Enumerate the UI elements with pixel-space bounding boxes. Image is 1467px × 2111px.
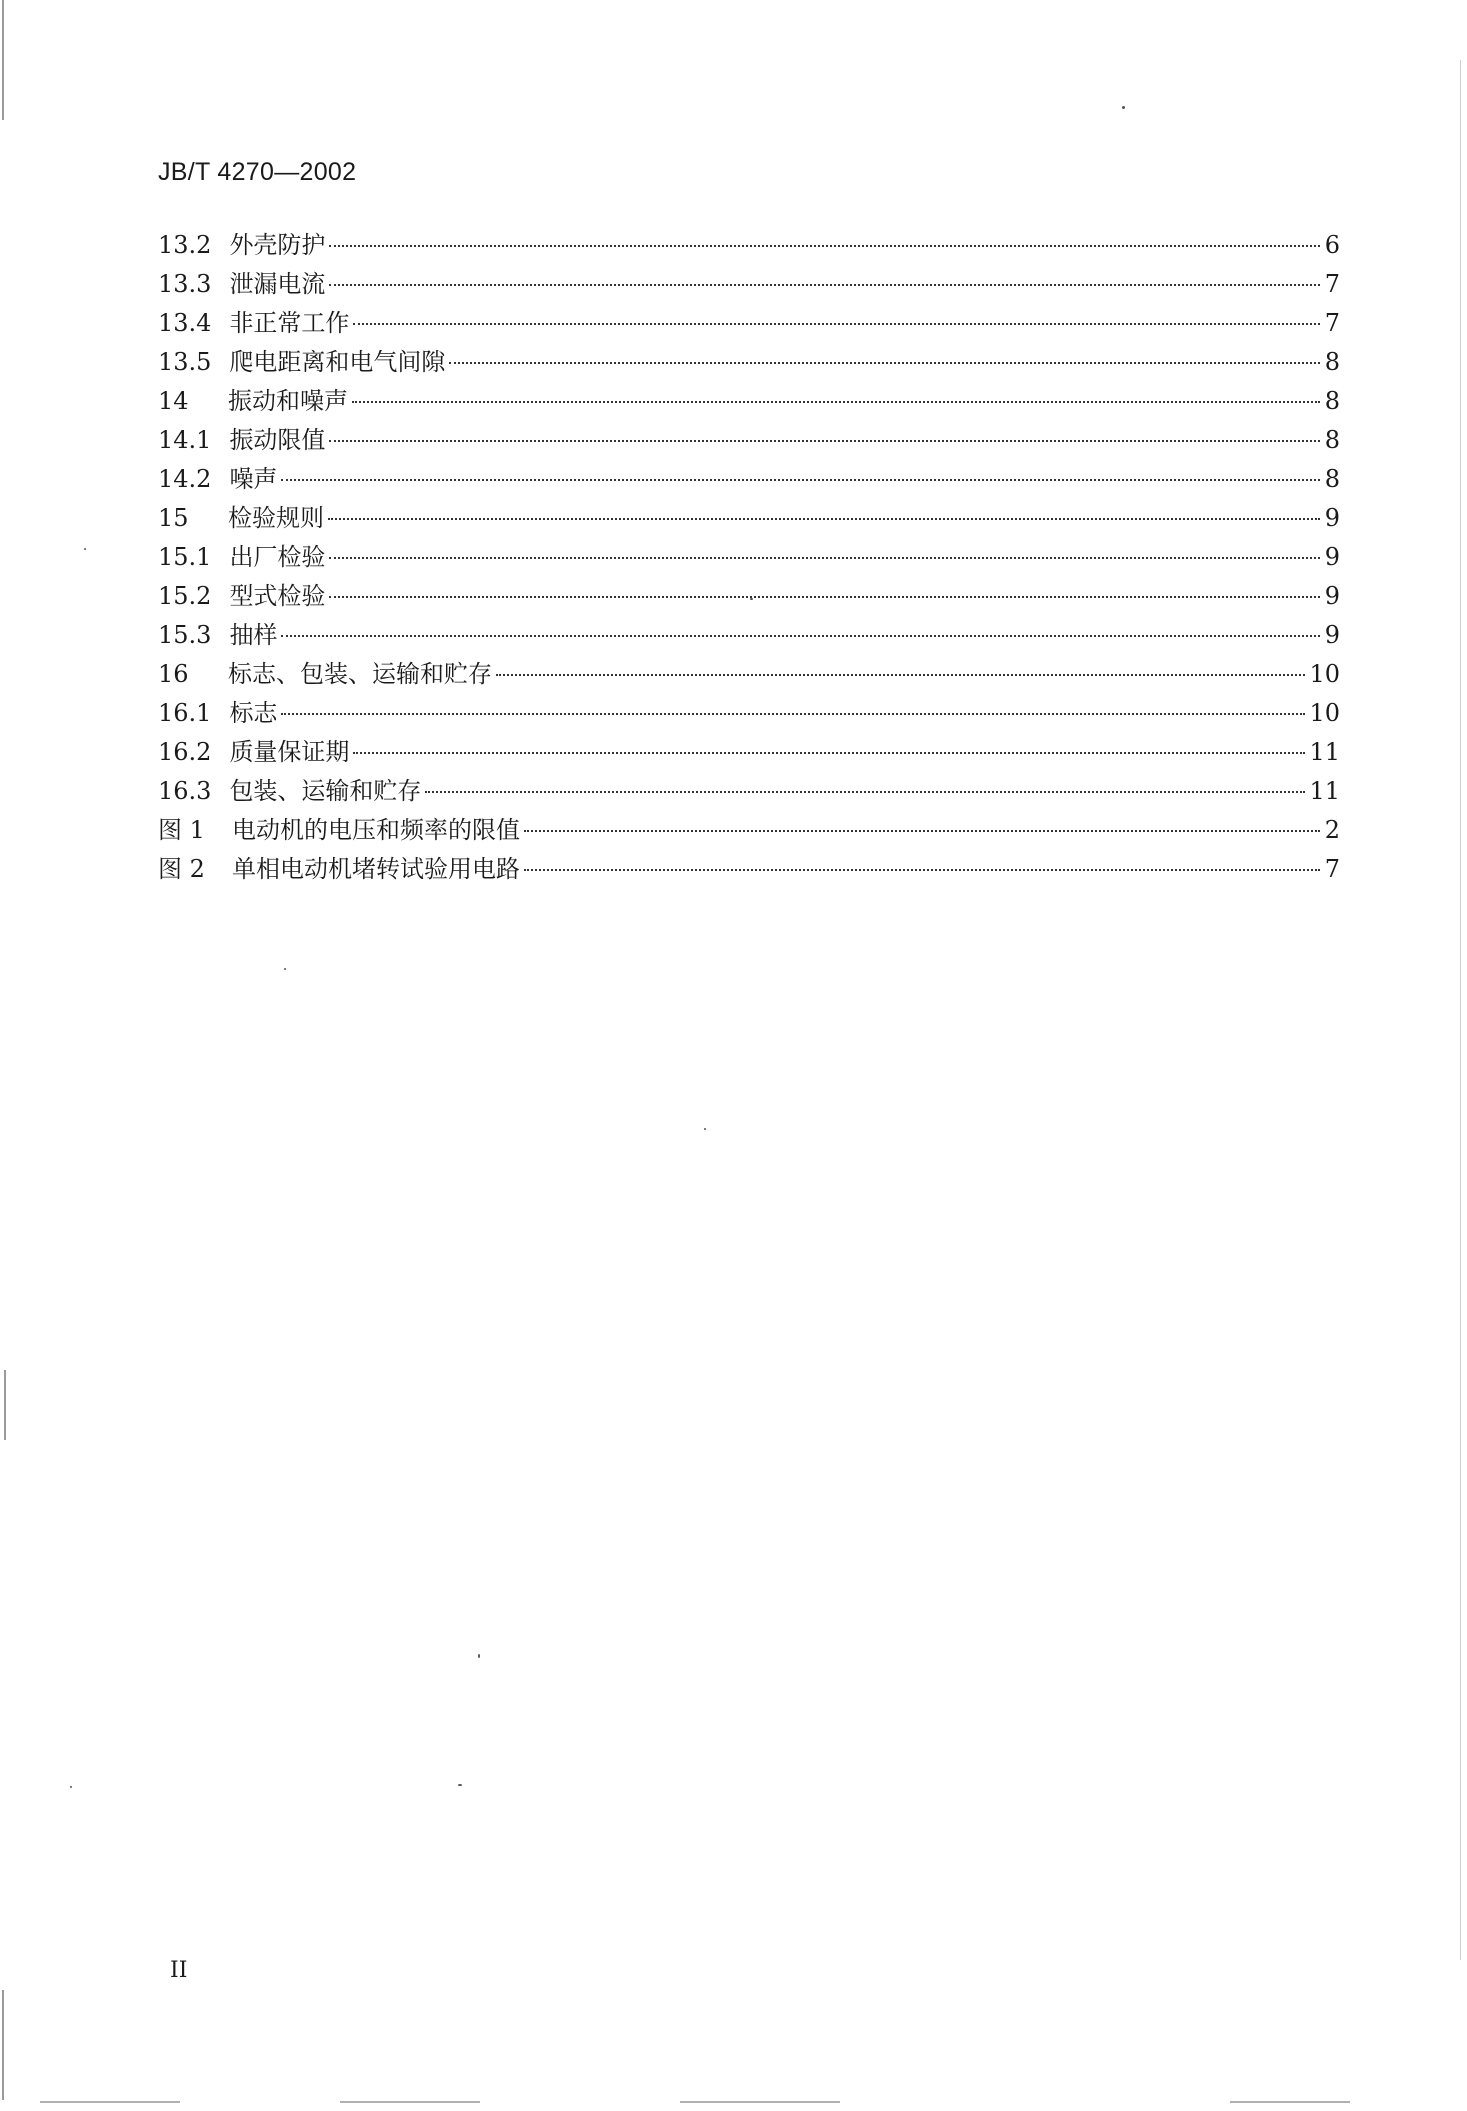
toc-entry[interactable] bbox=[158, 382, 1340, 421]
scan-edge-line bbox=[2, 0, 4, 120]
toc-entry-number: 16.1 bbox=[158, 699, 212, 727]
toc-entry-number: 13.4 bbox=[158, 309, 212, 337]
toc-entry-page: 7 bbox=[1324, 309, 1340, 337]
toc-entry-number: 图 1 bbox=[158, 816, 205, 844]
toc-dot-leader bbox=[449, 362, 1320, 364]
toc-dot-leader bbox=[425, 791, 1305, 793]
scan-speck bbox=[704, 1128, 706, 1130]
toc-entry-page: 8 bbox=[1324, 426, 1340, 454]
toc-entry-title: 出厂检验 bbox=[229, 543, 326, 571]
toc-entry[interactable] bbox=[158, 538, 1340, 577]
toc-entry[interactable] bbox=[158, 460, 1340, 499]
toc-entry-title: 振动限值 bbox=[229, 426, 326, 454]
toc-dot-leader bbox=[329, 284, 1320, 286]
toc-entry-page: 8 bbox=[1324, 348, 1340, 376]
toc-entry[interactable] bbox=[158, 733, 1340, 772]
toc-dot-leader bbox=[353, 323, 1320, 325]
toc-entry-title: 型式检验 bbox=[229, 582, 326, 610]
toc-entry-page: 2 bbox=[1324, 816, 1340, 844]
toc-entry-page: 9 bbox=[1324, 582, 1340, 610]
scan-speck bbox=[84, 548, 86, 550]
toc-entry-page: 8 bbox=[1324, 465, 1340, 493]
toc-entry-title: 噪声 bbox=[229, 465, 278, 493]
toc-entry-number: 13.2 bbox=[158, 231, 212, 259]
toc-dot-leader bbox=[524, 869, 1320, 871]
toc-entry-page: 10 bbox=[1309, 699, 1340, 727]
scan-speck bbox=[458, 1784, 462, 1786]
toc-entry-title: 外壳防护 bbox=[229, 231, 326, 259]
toc-entry-page: 7 bbox=[1324, 270, 1340, 298]
toc-dot-leader bbox=[329, 557, 1320, 559]
toc-dot-leader bbox=[281, 479, 1320, 481]
toc-entry-number: 15 bbox=[158, 504, 189, 532]
toc-entry-number: 图 2 bbox=[158, 855, 205, 883]
toc-entry-title: 标志、包装、运输和贮存 bbox=[228, 660, 492, 688]
scan-speck bbox=[750, 598, 753, 600]
toc-entry-title: 质量保证期 bbox=[229, 738, 350, 766]
toc-dot-leader bbox=[329, 596, 1320, 598]
toc-entry-title: 振动和噪声 bbox=[228, 387, 348, 415]
toc-entry-title: 抽样 bbox=[229, 621, 278, 649]
scan-bottom-noise bbox=[680, 2101, 840, 2103]
toc-dot-leader bbox=[352, 401, 1320, 403]
toc-entry-number: 15.2 bbox=[158, 582, 212, 610]
toc-entry-number: 13.3 bbox=[158, 270, 212, 298]
toc-entry[interactable] bbox=[158, 577, 1340, 616]
toc-entry[interactable] bbox=[158, 304, 1340, 343]
document-code: JB/T 4270—2002 bbox=[158, 158, 357, 186]
toc-entry[interactable] bbox=[158, 772, 1340, 811]
toc-entry-page: 9 bbox=[1324, 543, 1340, 571]
scan-bottom-noise bbox=[40, 2101, 180, 2103]
toc-entry-page: 8 bbox=[1324, 387, 1340, 415]
toc-entry-page: 9 bbox=[1324, 504, 1340, 532]
page-number: II bbox=[170, 1958, 188, 1983]
toc-entry-title: 单相电动机堵转试验用电路 bbox=[232, 855, 520, 883]
toc-entry-number: 14 bbox=[158, 387, 189, 415]
scan-speck bbox=[70, 1786, 72, 1788]
scan-bottom-noise bbox=[1230, 2101, 1350, 2103]
toc-entry[interactable] bbox=[158, 265, 1340, 304]
toc-entry-title: 非正常工作 bbox=[229, 309, 350, 337]
toc-entry-title: 包装、运输和贮存 bbox=[229, 777, 422, 805]
scan-edge-line bbox=[1460, 60, 1461, 1960]
toc-entry-page: 11 bbox=[1309, 738, 1340, 766]
toc-dot-leader bbox=[524, 830, 1320, 832]
toc-entry-number: 14.1 bbox=[158, 426, 212, 454]
scan-edge-line bbox=[4, 1370, 6, 1440]
toc-entry-title: 检验规则 bbox=[228, 504, 324, 532]
toc-entry-page: 9 bbox=[1324, 621, 1340, 649]
toc-entry-title: 爬电距离和电气间隙 bbox=[229, 348, 446, 376]
scan-edge-line bbox=[2, 1990, 4, 2100]
toc-entry-number: 16.3 bbox=[158, 777, 212, 805]
toc-entry-page: 10 bbox=[1309, 660, 1340, 688]
toc-dot-leader bbox=[281, 635, 1320, 637]
toc-entry[interactable] bbox=[158, 343, 1340, 382]
toc-entry-title: 电动机的电压和频率的限值 bbox=[232, 816, 520, 844]
toc-entry[interactable] bbox=[158, 499, 1340, 538]
toc-entry-number: 16.2 bbox=[158, 738, 212, 766]
toc-entry-number: 16 bbox=[158, 660, 189, 688]
table-of-contents bbox=[158, 226, 1340, 889]
toc-entry-number: 15.3 bbox=[158, 621, 212, 649]
toc-entry-page: 7 bbox=[1324, 855, 1340, 883]
toc-entry-title: 泄漏电流 bbox=[229, 270, 326, 298]
scan-speck bbox=[284, 968, 286, 970]
toc-entry[interactable] bbox=[158, 226, 1340, 265]
toc-entry[interactable] bbox=[158, 850, 1340, 889]
toc-entry[interactable] bbox=[158, 616, 1340, 655]
toc-entry-number: 14.2 bbox=[158, 465, 212, 493]
toc-entry[interactable] bbox=[158, 655, 1340, 694]
toc-entry-title: 标志 bbox=[229, 699, 278, 727]
toc-dot-leader bbox=[329, 440, 1320, 442]
toc-entry-page: 11 bbox=[1309, 777, 1340, 805]
toc-entry-number: 13.5 bbox=[158, 348, 212, 376]
toc-dot-leader bbox=[281, 713, 1305, 715]
scan-speck bbox=[478, 1654, 480, 1658]
scan-speck bbox=[1122, 106, 1125, 109]
toc-dot-leader bbox=[329, 245, 1320, 247]
toc-entry-number: 15.1 bbox=[158, 543, 212, 571]
toc-dot-leader bbox=[353, 752, 1305, 754]
toc-entry[interactable] bbox=[158, 811, 1340, 850]
toc-entry-page: 6 bbox=[1324, 231, 1340, 259]
toc-entry[interactable] bbox=[158, 694, 1340, 733]
toc-dot-leader bbox=[328, 518, 1320, 520]
toc-dot-leader bbox=[496, 674, 1305, 676]
scan-bottom-noise bbox=[340, 2101, 480, 2103]
toc-entry[interactable] bbox=[158, 421, 1340, 460]
